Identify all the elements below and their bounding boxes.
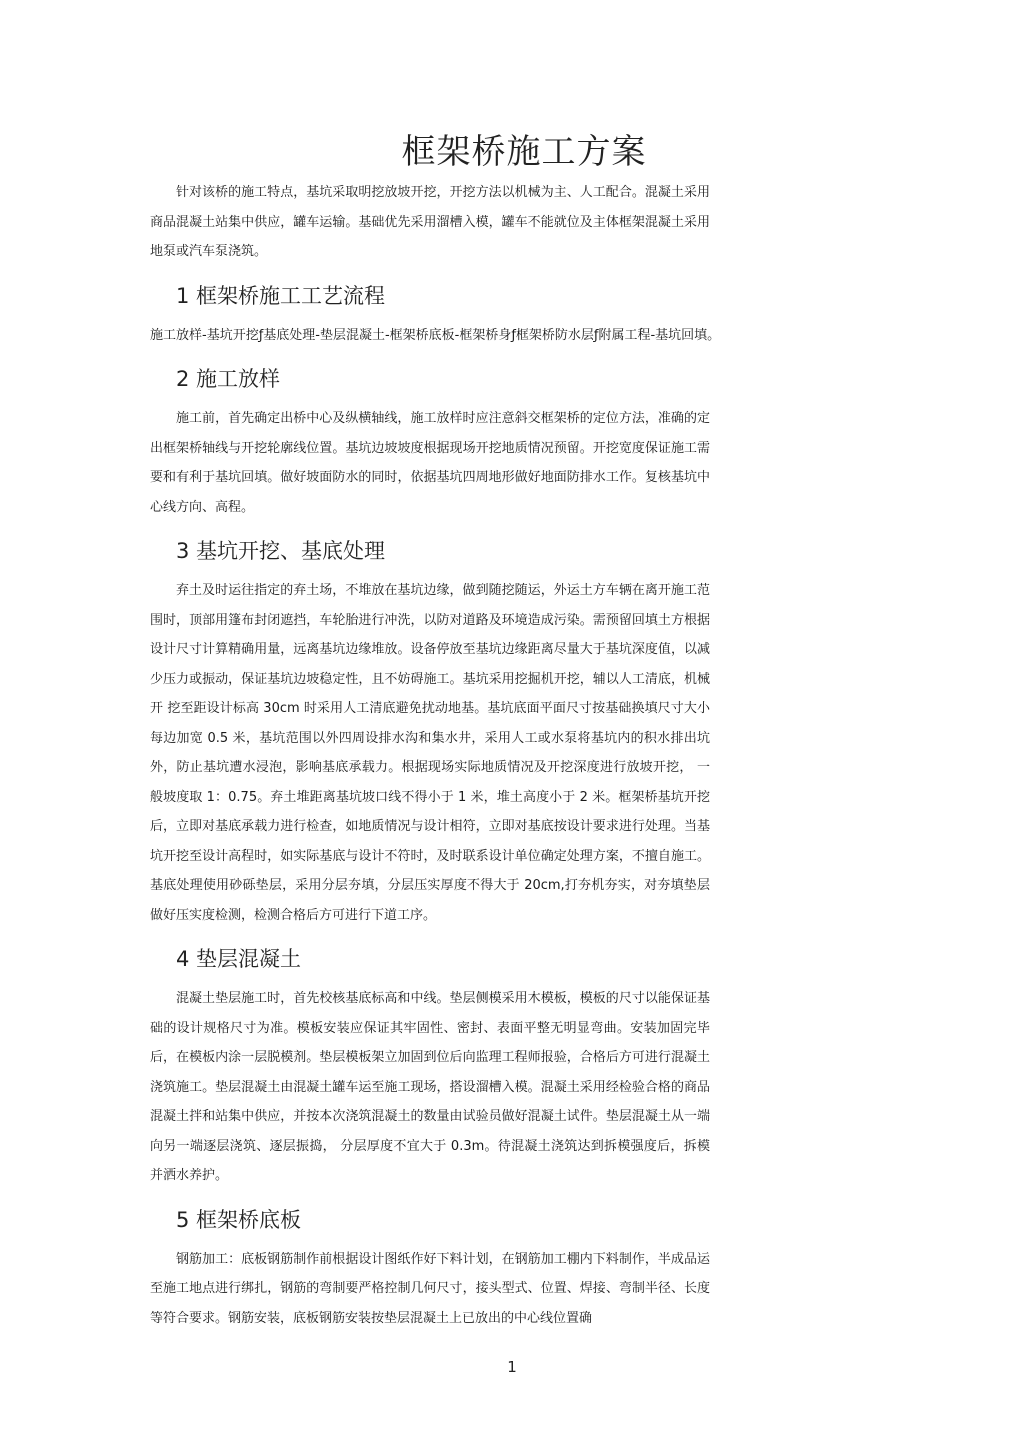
section-3-heading: 3 基坑开挖、基底处理 <box>176 539 386 563</box>
page-number: 1 <box>507 1358 517 1376</box>
section-2-body: 施工前，首先确定出桥中心及纵横轴线，施工放样时应注意斜交框架桥的定位方法，准确的定出框架桥轴线与开挖轮廓线位置。基坑边坡坡度根据现场开挖地质情况预留。开挖宽度保证施工需要和有利于基坑回填。做好坡面防水的同时，依据基坑四周地形做好地面防排水工作。复核基坑中心线方向、高程。 <box>150 411 710 515</box>
section-4-body: 混凝土垫层施工时，首先校核基底标高和中线。垫层侧模采用木模板，模板的尺寸以能保证基础的设计规格尺寸为准。模板安装应保证其牢固性、密封、表面平整无明显弯曲。安装加固完毕后，在模板内涂一层脱模剂。垫层模板架立加固到位后向监理工程师报验，合格后方可进行混凝土浇筑施工。垫层混凝土由混凝土罐车运至施工现场，搭设溜槽入模。混凝土采用经检验合格的商品混凝土拌和站集中供应，并按本次浇筑混凝土的数量由试验员做好混凝土试件。垫层混凝土从一端向另一端逐层浇筑、逐层振捣， 分层厚度不宜大于 0.3m。待混凝土浇筑达到拆模强度后，拆模并洒水养护。 <box>150 991 710 1183</box>
document-body <box>150 178 721 1333</box>
section-3-body: 弃土及时运往指定的弃土场，不堆放在基坑边缘，做到随挖随运，外运土方车辆在离开施工范围时，顶部用篷布封闭遮挡，车轮胎进行冲洗，以防对道路及环境造成污染。需预留回填土方根据设计尺寸计算精确用量，远离基坑边缘堆放。设备停放至基坑边缘距离尽量大于基坑深度值，以减少压力或振动，保证基坑边坡稳定性，且不妨碍施工。基坑采用挖掘机开挖，辅以人工清底，机械开 挖至距设计标高 30cm 时采用人工清底避免扰动地基。基坑底面平面尺寸按基础换填尺寸大小每边加宽 0.5 米，基坑范围以外四周设排水沟和集水井，采用人工或水泵将基坑内的积水排出坑外，防止基坑遭水浸泡，影响基底承载力。根据现场实际地质情况及开挖深度进行放坡开挖， 一般坡度取 1：0.75。弃土堆距离基坑坡口线不得小于 1 米，堆土高度小于 2 米。框架桥基坑开挖后，立即对基底承载力进行检查，如地质情况与设计相符，立即对基底按设计要求进行处理。当基坑开挖至设计高程时，如实际基底与设计不符时，及时联系设计单位确定处理方案，不擅自施工。基底处理使用砂砾垫层，采用分层夯填，分层压实厚度不得大于 20cm,打夯机夯实，对夯填垫层做好压实度检测，检测合格后方可进行下道工序。 <box>150 583 710 923</box>
document-title: 框架桥施工方案 <box>401 132 647 172</box>
section-4-heading: 4 垫层混凝土 <box>176 947 302 971</box>
section-1-heading: 1 框架桥施工工艺流程 <box>176 283 386 308</box>
section-5-body: 钢筋加工：底板钢筋制作前根据设计图纸作好下料计划，在钢筋加工棚内下料制作，半成品运至施工地点进行绑扎，钢筋的弯制要严格控制几何尺寸，接头型式、位置、焊接、弯制半径、长度等符合要求。钢筋安装，底板钢筋安装按垫层混凝土上已放出的中心线位置确 <box>150 1251 710 1326</box>
section-5-heading: 5 框架桥底板 <box>176 1207 302 1232</box>
section-2-heading: 2 施工放样 <box>176 367 281 391</box>
section-1-body: 施工放样-基坑开挖ƒ基底处理-垫层混凝土-框架桥底板-框架桥身ƒ框架桥防水层ƒ附属工程-基坑回填。 <box>150 327 721 343</box>
intro-paragraph: 针对该桥的施工特点，基坑采取明挖放坡开挖，开挖方法以机械为主、人工配合。混凝土采用商品混凝土站集中供应，罐车运输。基础优先采用溜槽入模，罐车不能就位及主体框架混凝土采用地泵或汽车泵浇筑。 <box>150 185 710 259</box>
